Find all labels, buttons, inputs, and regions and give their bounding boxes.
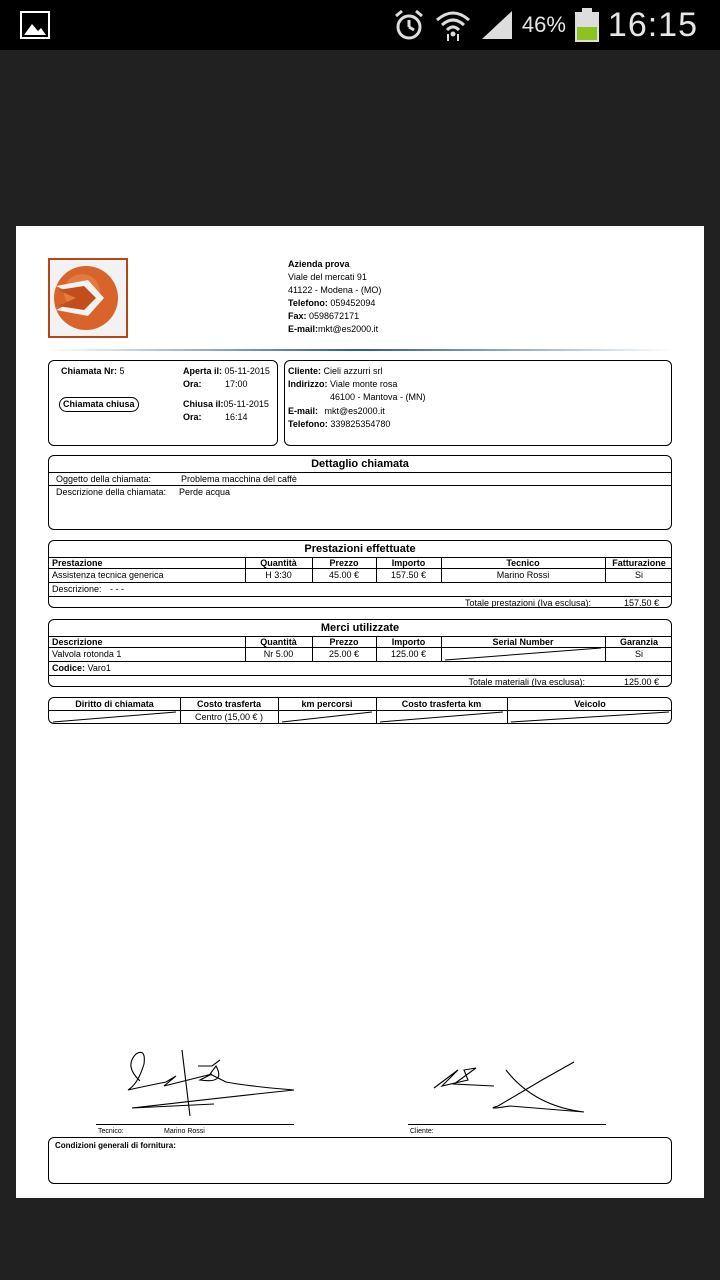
- materials-header-serial: Serial Number: [492, 637, 554, 647]
- material-price: 25.00 €: [328, 649, 360, 659]
- material-warranty: Si: [634, 649, 643, 659]
- services-total: 157.50 €: [623, 598, 659, 608]
- material-code-label: Codice:: [52, 663, 86, 673]
- company-phone-label: Telefono:: [288, 298, 328, 308]
- materials-title: Merci utilizzate: [320, 622, 400, 634]
- service-price: 45.00 €: [328, 570, 360, 580]
- opened-time: 17:00: [225, 379, 248, 389]
- services-table: [48, 540, 672, 608]
- services-header-tecnico: Tecnico: [506, 558, 540, 568]
- technician-signature: [116, 1046, 306, 1126]
- company-logo: [48, 258, 128, 338]
- service-name: Assistenza tecnica generica: [52, 570, 164, 580]
- service-amount: 157.50 €: [390, 570, 427, 580]
- travel-cost-value: Centro (15,00 € ): [194, 712, 264, 722]
- service-quantity: H 3:30: [265, 570, 292, 580]
- travel-table: [48, 697, 672, 724]
- materials-header-garanzia: Garanzia: [619, 637, 659, 647]
- alarm-icon: [392, 8, 426, 42]
- client-city: 46100 - Mantova - (MN): [330, 392, 426, 402]
- description-value: Perde acqua: [179, 487, 231, 497]
- gallery-icon: [20, 11, 50, 39]
- company-phone: 059452094: [330, 298, 376, 308]
- technician-label: Tecnico:: [98, 1128, 124, 1135]
- detail-box: [48, 455, 672, 530]
- opened-date: 05-11-2015: [224, 366, 270, 376]
- description-label: Descrizione della chiamata:: [56, 487, 167, 497]
- service-description-label: Descrizione:: [52, 584, 102, 594]
- call-info-box: [48, 360, 278, 446]
- closed-label: Chiusa il:: [183, 399, 224, 409]
- header-divider: [48, 349, 672, 351]
- travel-header-costo: Costo trasferta: [196, 699, 261, 709]
- company-email-label: E-mail:: [288, 324, 319, 334]
- call-nr-label: Chiamata Nr:: [61, 366, 118, 376]
- conditions-box: [48, 1137, 672, 1184]
- call-nr: 5: [119, 366, 125, 376]
- opened-time-label: Ora:: [183, 379, 202, 389]
- materials-header-prezzo: Prezzo: [329, 637, 359, 647]
- call-status-badge: Chiamata chiusa: [59, 397, 139, 412]
- travel-header-veicolo: Veicolo: [574, 699, 606, 709]
- services-total-label: Totale prestazioni (Iva esclusa):: [464, 598, 591, 608]
- signal-icon: [480, 9, 514, 41]
- client-phone: 339825354780: [330, 419, 391, 429]
- client-info-box: [284, 360, 672, 446]
- client-email-label: E-mail:: [288, 406, 319, 416]
- client-email: mkt@es2000.it: [324, 406, 385, 416]
- material-name: Valvola rotonda 1: [52, 649, 122, 659]
- client-phone-label: Telefono:: [288, 419, 328, 429]
- detail-title: Dettaglio chiamata: [311, 458, 409, 470]
- client-signature-label: Cliente:: [410, 1128, 434, 1135]
- company-city: 41122 - Modena - (MO): [288, 285, 382, 295]
- materials-header-descrizione: Descrizione: [52, 637, 103, 647]
- travel-header-costo-km: Costo trasferta km: [401, 699, 482, 709]
- subject-label: Oggetto della chiamata:: [56, 474, 152, 484]
- company-fax: 0598672171: [309, 311, 360, 321]
- travel-header-km: km percorsi: [301, 699, 353, 709]
- materials-table: [48, 619, 672, 687]
- services-header-prezzo: Prezzo: [329, 558, 359, 568]
- service-technician: Marino Rossi: [496, 570, 550, 580]
- materials-total: 125.00 €: [623, 677, 659, 687]
- battery-percentage: 46%: [521, 12, 566, 37]
- services-header-prestazione: Prestazione: [52, 558, 103, 568]
- client-name: Cieli azzurri srl: [323, 366, 383, 376]
- client-name-label: Cliente:: [288, 366, 322, 376]
- conditions-label: Condizioni generali di fornitura:: [55, 1141, 176, 1150]
- company-address: Viale del mercati 91: [288, 272, 367, 282]
- services-header-fatturazione: Fatturazione: [612, 558, 666, 568]
- material-quantity: Nr 5.00: [263, 649, 294, 659]
- travel-empty-strikes: [49, 710, 673, 723]
- travel-header-diritto: Diritto di chiamata: [75, 699, 154, 709]
- materials-header-quantita: Quantità: [260, 637, 297, 647]
- technician-name: Marino Rossi: [164, 1128, 205, 1135]
- services-header-importo: Importo: [391, 558, 426, 568]
- material-amount: 125.00 €: [390, 649, 427, 659]
- wifi-icon: [434, 8, 472, 42]
- battery-icon: [574, 7, 600, 43]
- services-header-quantita: Quantità: [260, 558, 297, 568]
- closed-time-label: Ora:: [183, 412, 202, 422]
- status-bar: [0, 0, 720, 50]
- service-description: - - -: [110, 584, 125, 594]
- company-email: mkt@es2000.it: [318, 324, 379, 334]
- serial-number-empty-strike: [441, 647, 605, 661]
- service-billing: Si: [634, 570, 643, 580]
- materials-header-importo: Importo: [391, 637, 426, 647]
- company-fax-label: Fax:: [288, 311, 307, 321]
- technician-signature-line: [96, 1124, 294, 1125]
- material-code: Varo1: [87, 663, 111, 673]
- document-page[interactable]: [16, 226, 704, 1198]
- client-signature: [414, 1056, 594, 1120]
- client-signature-line: [408, 1124, 606, 1125]
- subject-value: Problema macchina del caffè: [181, 474, 297, 484]
- client-address-label: Indirizzo:: [288, 379, 328, 389]
- closed-time: 16:14: [225, 412, 248, 422]
- company-name: Azienda prova: [288, 259, 350, 269]
- clock: 16:15: [607, 5, 698, 44]
- opened-label: Aperta il:: [183, 366, 223, 376]
- materials-total-label: Totale materiali (Iva esclusa):: [468, 677, 585, 687]
- client-address: Viale monte rosa: [330, 379, 398, 389]
- closed-date: 05-11-2015: [223, 399, 269, 409]
- services-title: Prestazioni effettuate: [304, 543, 416, 555]
